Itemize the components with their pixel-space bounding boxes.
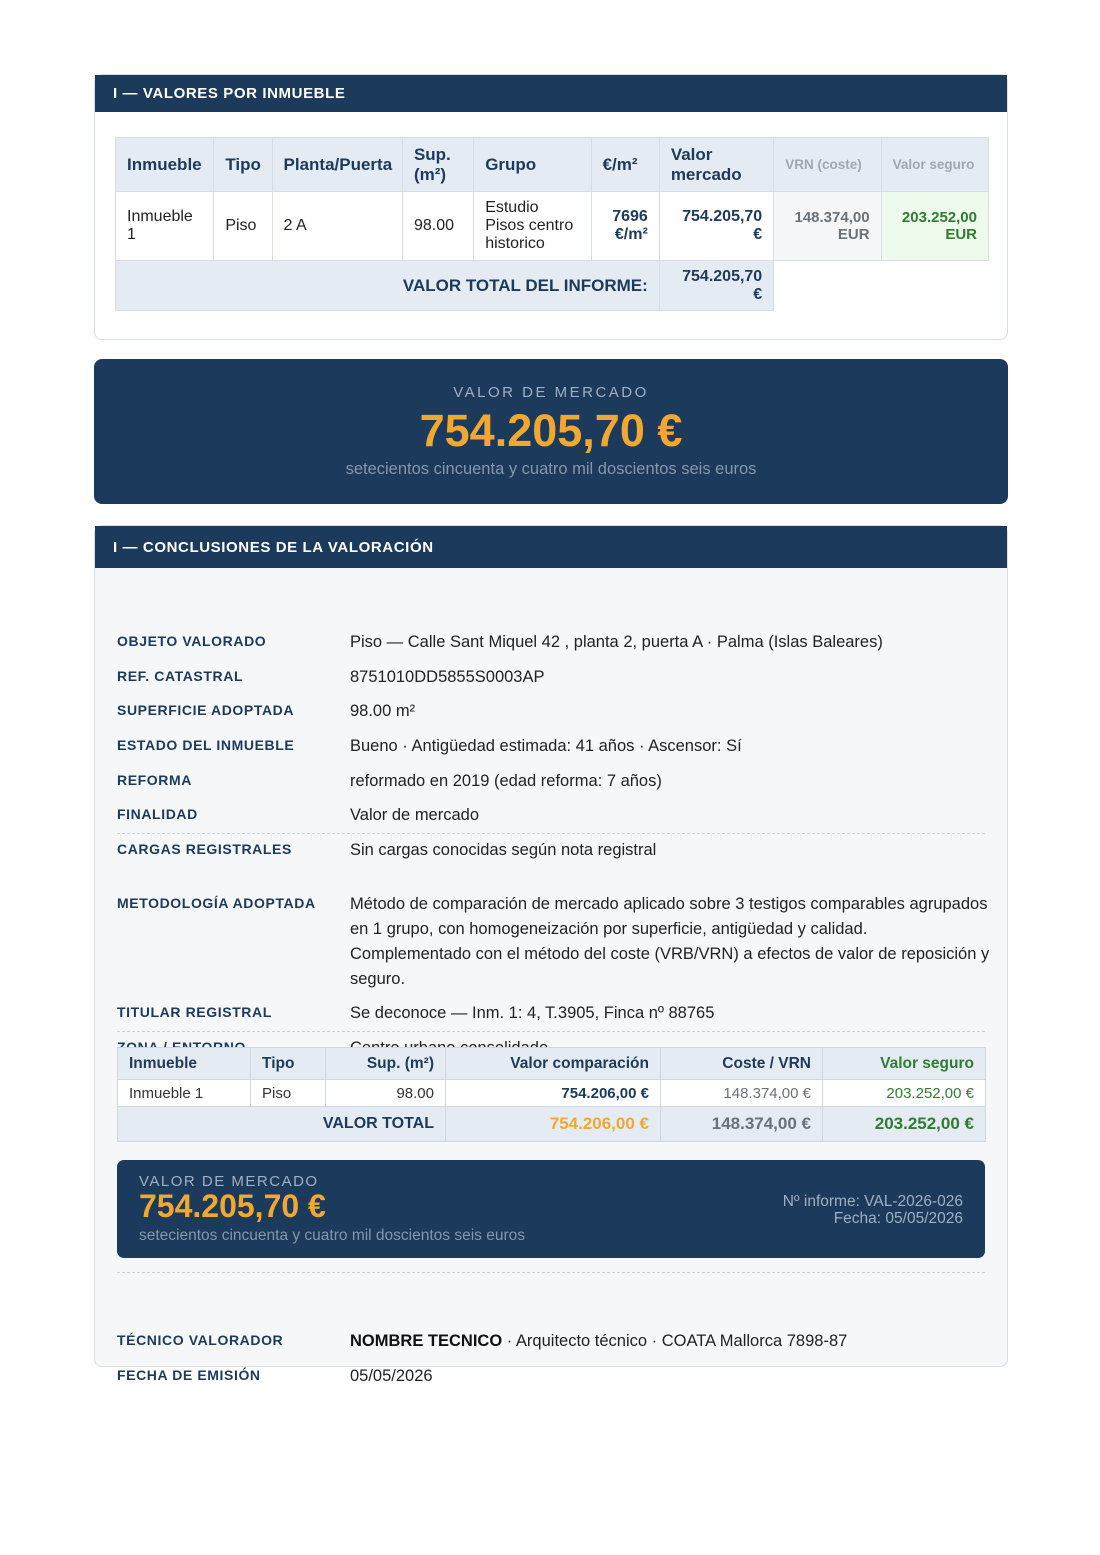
field-key: TÉCNICO VALORADOR	[117, 1332, 284, 1348]
cell: Inmueble 1	[118, 1080, 251, 1107]
valor-mercado-banner	[94, 359, 1008, 504]
col-header: €/m²	[591, 138, 659, 192]
field-key: METODOLOGÍA ADOPTADA	[117, 895, 316, 911]
banner-label: VALOR DE MERCADO	[453, 384, 649, 401]
field-key: FINALIDAD	[117, 806, 198, 822]
col-header: Valor mercado	[659, 138, 773, 192]
cell: Piso	[251, 1080, 326, 1107]
tecnico-name: NOMBRE TECNICO	[350, 1332, 503, 1350]
total-vrn: 148.374,00 €	[661, 1107, 823, 1142]
field-key: FECHA DE EMISIÓN	[117, 1367, 261, 1383]
cell: 148.374,00 €	[661, 1080, 823, 1107]
total-label: VALOR TOTAL	[118, 1107, 446, 1142]
banner-value: 754.205,70 €	[139, 1188, 326, 1224]
col-header: Sup. (m²)	[326, 1048, 446, 1080]
banner-label: VALOR DE MERCADO	[139, 1173, 319, 1190]
field-key: ESTADO DEL INMUEBLE	[117, 737, 295, 753]
col-header: Sup. (m²)	[402, 138, 473, 192]
col-header: Valor seguro	[823, 1048, 986, 1080]
col-header: Inmueble	[118, 1048, 251, 1080]
valor-mercado-banner-small	[117, 1160, 985, 1258]
section-title: I — VALORES POR INMUEBLE	[95, 75, 1007, 112]
total-comparacion: 754.206,00 €	[446, 1107, 661, 1142]
summary-table	[117, 1047, 986, 1142]
field-key: SUPERFICIE ADOPTADA	[117, 702, 295, 718]
field-value: Método de comparación de mercado aplicado sobre 3 testigos comparables agrupados en 1 grupo, con homogeneización por superficie, antigüedad y calidad. Complementado con el método del coste (VRB/VRN) a efectos de valor de reposición y seguro.	[350, 895, 990, 988]
col-header: Grupo	[474, 138, 591, 192]
cell: 98.00	[326, 1080, 446, 1107]
banner-words: setecientos cincuenta y cuatro mil doscientos seis euros	[139, 1227, 525, 1244]
cell-inmueble: Inmueble 1	[116, 192, 214, 261]
col-header: Tipo	[214, 138, 272, 192]
cell-valor-mercado: 754.205,70 €	[659, 192, 773, 261]
col-header: Planta/Puerta	[272, 138, 402, 192]
col-header: VRN (coste)	[774, 138, 881, 192]
total-seguro: 203.252,00 €	[823, 1107, 986, 1142]
col-header: Valor comparación	[446, 1048, 661, 1080]
field-key: REF. CATASTRAL	[117, 668, 244, 684]
conclusiones-card	[94, 525, 1008, 1385]
cell-sup: 98.00	[402, 192, 473, 261]
total-row	[116, 261, 989, 311]
field-key: REFORMA	[117, 772, 192, 788]
field-value: Sin cargas conocidas según nota registral	[350, 841, 657, 859]
table-row	[118, 1080, 986, 1107]
col-header: Tipo	[251, 1048, 326, 1080]
field-value: Se deconoce — Inm. 1: 4, T.3905, Finca nº 88765	[350, 1004, 715, 1022]
cell-grupo: Estudio Pisos centro historico	[474, 192, 591, 261]
field-value: Piso — Calle Sant Miquel 42 , planta 2, puerta A · Palma (Islas Baleares)	[350, 633, 883, 651]
col-header: Inmueble	[116, 138, 214, 192]
field-key: OBJETO VALORADO	[117, 633, 267, 649]
report-meta	[783, 1193, 963, 1227]
report-number: Nº informe: VAL-2026-026	[782, 1193, 963, 1210]
table-header-row	[118, 1048, 986, 1080]
tecnico-detail: · Arquitecto técnico · COATA Mallorca 7898-87	[502, 1332, 848, 1350]
report-date: Fecha: 05/05/2026	[833, 1210, 963, 1227]
cell: 754.206,00 €	[446, 1080, 661, 1107]
col-header: Valor seguro	[881, 138, 988, 192]
field-key: CARGAS REGISTRALES	[117, 841, 292, 857]
col-header: Coste / VRN	[661, 1048, 823, 1080]
divider	[117, 1272, 985, 1273]
divider	[117, 1031, 985, 1032]
cell-seguro: 203.252,00 EUR	[881, 192, 988, 261]
total-label: VALOR TOTAL DEL INFORME:	[116, 261, 660, 311]
table-header-row	[116, 138, 989, 192]
field-value: 98.00 m²	[350, 702, 416, 720]
total-row	[118, 1107, 986, 1142]
cell: 203.252,00 €	[823, 1080, 986, 1107]
table-row	[116, 192, 989, 261]
valores-card	[94, 74, 1008, 340]
field-value: Valor de mercado	[350, 806, 480, 824]
cell-tipo: Piso	[214, 192, 272, 261]
banner-value: 754.205,70 €	[419, 405, 683, 456]
field-key: TITULAR REGISTRAL	[117, 1004, 272, 1020]
field-value: Bueno · Antigüedad estimada: 41 años · Ascensor: Sí	[350, 737, 742, 755]
cell-eur-m2: 7696 €/m²	[591, 192, 659, 261]
banner-words: setecientos cincuenta y cuatro mil doscientos seis euros	[345, 460, 757, 478]
field-value	[350, 1329, 990, 1354]
total-value: 754.205,70 €	[659, 261, 773, 311]
field-value: 8751010DD5855S0003AP	[350, 668, 545, 686]
field-value: reformado en 2019 (edad reforma: 7 años)	[350, 772, 662, 790]
divider	[117, 833, 985, 834]
total-blank	[774, 261, 989, 311]
valores-table	[115, 137, 989, 311]
field-value: 05/05/2026	[350, 1367, 433, 1385]
section-title: I — CONCLUSIONES DE LA VALORACIÓN	[95, 526, 1007, 568]
cell-planta: 2 A	[272, 192, 402, 261]
cell-vrn: 148.374,00 EUR	[774, 192, 881, 261]
